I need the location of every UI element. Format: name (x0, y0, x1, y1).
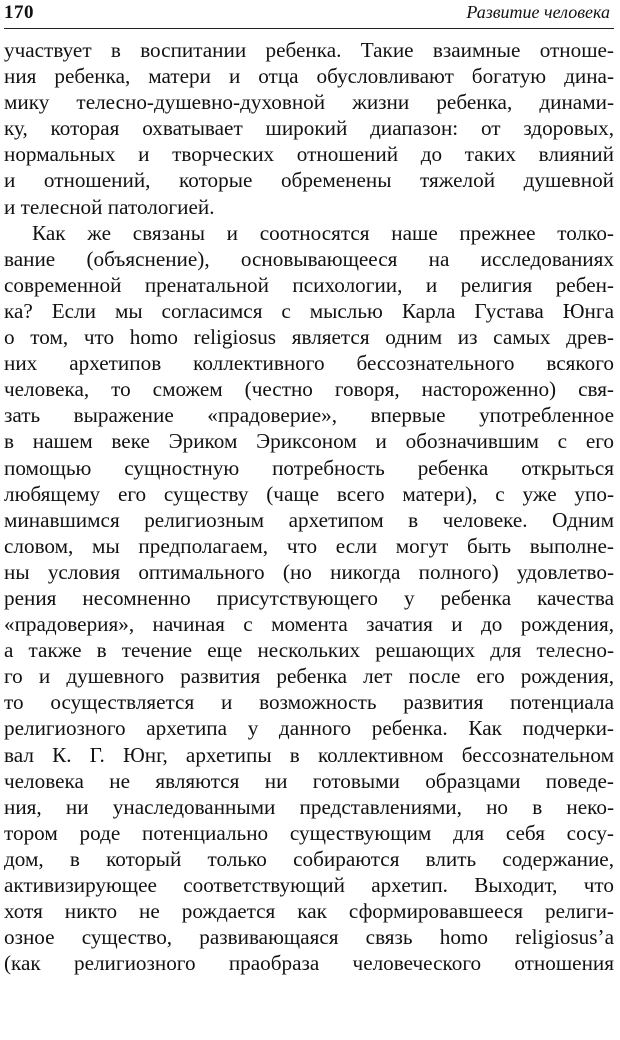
text-line: хотя никто не рождается как сформировавшееся религи- (4, 899, 614, 924)
text-line: любящему его существу (чаще всего матери), с уже упо- (4, 481, 614, 506)
text-line: них архетипов коллективного бессознательного всякого (4, 351, 614, 376)
body-text (4, 37, 614, 976)
running-title: Развитие человека (466, 2, 610, 22)
text-line: о том, что homo religiosus является одним из самых древ- (4, 325, 614, 350)
text-line: дом, в который только собираются влить содержание, (4, 846, 614, 871)
text-line: вание (объяснение), основывающееся на исследованиях (4, 246, 614, 271)
text-line: рения несомненно присутствующего у ребенка качества (4, 585, 614, 610)
text-line: активизирующее соответствующий архетип. Выходит, что (4, 873, 614, 897)
paragraph (4, 220, 614, 977)
text-line: и телесной патологией. (4, 194, 215, 219)
text-line: зать выражение «прадоверие», впервые употребленное (4, 403, 614, 428)
text-line: тором роде потенциально существующим для себя сосу- (4, 820, 614, 845)
text-line: ния ребенка, матери и отца обусловливают богатую дина- (4, 64, 614, 89)
text-line: помощью сущностную потребность ребенка открыться (4, 455, 614, 480)
paragraph (4, 37, 614, 220)
text-line: озное существо, развивающаяся связь homo religiosus’a (4, 925, 614, 950)
text-line: ны условия оптимального (но никогда полного) удовлетво- (4, 559, 614, 584)
text-line: минавшимся религиозным архетипом в человеке. Одним (4, 507, 614, 532)
text-line: вал К. Г. Юнг, архетипы в коллективном бессознательном (4, 742, 614, 767)
text-line: современной пренатальной психологии, и религия ребен- (4, 272, 614, 297)
text-line: ка? Если мы согласимся с мыслью Карла Густава Юнга (4, 298, 614, 323)
text-line: человека не являются ни готовыми образцами поведе- (4, 768, 614, 793)
text-line: религиозного архетипа у данного ребенка. Как подчерки- (4, 716, 614, 741)
text-line: «прадоверия», начиная с момента зачатия и до рождения, (4, 612, 614, 637)
text-line: и отношений, которые обременены тяжелой душевной (4, 168, 614, 193)
text-line: Как же связаны и соотносятся наше прежнее толко- (32, 220, 614, 245)
text-line: словом, мы предполагаем, что если могут быть выполне- (4, 533, 614, 558)
text-line: мику телесно-душевно-духовной жизни ребенка, динами- (4, 90, 614, 115)
text-line: (как религиозного праобраза человеческого отношения (4, 951, 614, 976)
text-line: ния, ни унаследованными представлениями, но в неко- (4, 794, 614, 819)
text-line: ку, которая охватывает широкий диапазон: от здоровых, (4, 116, 614, 141)
running-header (4, 0, 614, 29)
text-line: нормальных и творческих отношений до таких влияний (4, 142, 614, 167)
text-line: человека, то сможем (честно говоря, настороженно) свя- (4, 377, 614, 402)
page-number: 170 (4, 2, 34, 23)
text-line: го и душевного развития ребенка лет после его рождения, (4, 664, 614, 689)
text-line: в нашем веке Эриком Эриксоном и обозначившим с его (4, 429, 614, 454)
text-line: участвует в воспитании ребенка. Такие взаимные отноше- (4, 38, 614, 62)
text-line: то осуществляется и возможность развития потенциала (4, 690, 614, 715)
text-line: а также в течение еще нескольких решающих для телесно- (4, 638, 614, 663)
